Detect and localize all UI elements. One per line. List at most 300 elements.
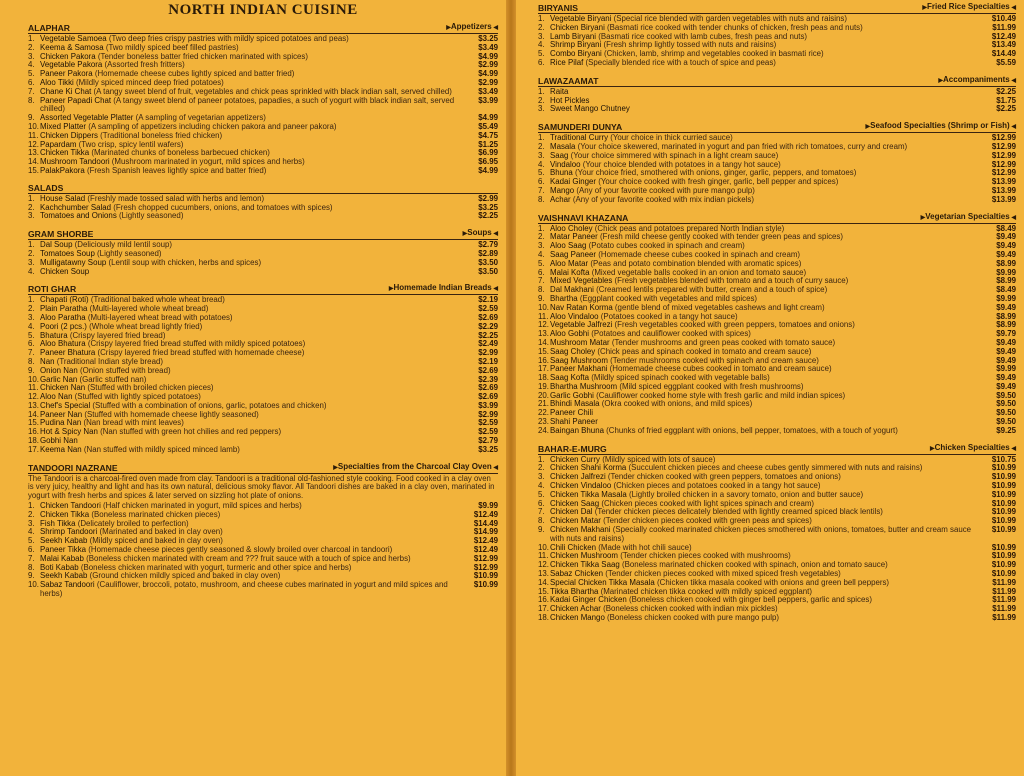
item-number: 6. xyxy=(538,177,545,187)
item-price: $3.49 xyxy=(478,86,498,96)
item-number: 9. xyxy=(28,113,35,123)
item-number: 6. xyxy=(538,267,545,277)
section-title: ROTI GHAR xyxy=(28,284,77,295)
section-title: SALADS xyxy=(28,182,64,193)
item-name: Saag Mushroom xyxy=(550,355,608,365)
item-description: (gentle blend of mixed vegetables cashews and light cream) xyxy=(614,302,825,312)
item-description: (Delicately broiled to perfection) xyxy=(77,518,189,528)
item-price: $13.99 xyxy=(991,194,1016,204)
item-price: $2.29 xyxy=(478,321,498,331)
item-number: 9. xyxy=(538,293,545,303)
item-name: Tikka Bhartha xyxy=(550,586,599,596)
item-name: Bhartha xyxy=(550,293,578,303)
item-price: $14.99 xyxy=(473,527,498,537)
item-description: (Deliciously mild lentil soup) xyxy=(74,240,173,250)
item-price: $9.49 xyxy=(996,355,1016,365)
item-number: 18. xyxy=(538,613,549,623)
section-header xyxy=(28,283,498,295)
item-name: Vegetable Pakora xyxy=(40,60,103,70)
item-description: (Chicken tikka masala cooked with onions and green bell peppers) xyxy=(657,577,890,587)
item-name: Aloo Paratha xyxy=(40,312,86,322)
item-number: 1. xyxy=(538,223,545,233)
item-name: Fish Tikka xyxy=(40,518,76,528)
item-price: $10.99 xyxy=(991,472,1016,482)
item-description: (Chick peas and spinach cooked in tomato and cream sauce) xyxy=(597,346,812,356)
item-description: (Onion stuffed with bread) xyxy=(79,365,171,375)
section-header xyxy=(28,183,498,194)
item-description: (Homemade cheese cubes cooked in spinach and cream) xyxy=(598,249,801,259)
item-price: $6.99 xyxy=(478,148,498,158)
item-description: (Multi-layered whole wheat bread) xyxy=(89,304,209,314)
item-price: $9.79 xyxy=(996,329,1016,339)
item-price: $8.99 xyxy=(996,320,1016,330)
item-name: Shrimp Tandoori xyxy=(40,527,98,537)
item-number: 2. xyxy=(538,141,545,151)
menu-section-breads xyxy=(28,283,498,454)
item-price: $5.59 xyxy=(996,57,1016,67)
item-name: Chicken Mango xyxy=(550,613,605,623)
item-number: 23. xyxy=(538,417,549,427)
item-description: (Crispy layered fried bread stuffed with mildly spiced potatoes) xyxy=(87,339,306,349)
right-page xyxy=(516,0,1024,776)
item-description: (Cauliflower cooked home style with fresh garlic and mild indian spices) xyxy=(596,390,846,400)
item-name: Poori (2 pcs.) xyxy=(40,321,87,331)
item-number: 9. xyxy=(28,365,35,375)
item-name: Rice Pilaf xyxy=(550,57,584,67)
item-name: Traditional Curry xyxy=(550,133,609,143)
item-price: $11.99 xyxy=(992,595,1016,605)
item-description: (Fresh chopped cucumbers, onions, and tomatoes with spices) xyxy=(113,202,333,212)
item-number: 9. xyxy=(28,571,35,581)
item-description: (Mildly spiced with lots of sauce) xyxy=(602,454,716,464)
item-body xyxy=(550,400,986,409)
item-name: Raita xyxy=(550,86,569,96)
menu-item xyxy=(538,409,1016,418)
menu-item xyxy=(28,428,498,437)
item-name: Hot & Spicy Nan xyxy=(40,427,98,437)
item-number: 10. xyxy=(28,580,39,590)
menu-item xyxy=(28,581,498,599)
item-body xyxy=(550,105,986,114)
item-price: $11.99 xyxy=(992,604,1016,614)
item-number: 3. xyxy=(538,241,545,251)
item-price: $10.99 xyxy=(991,551,1016,561)
item-price: $8.99 xyxy=(996,311,1016,321)
item-price: $2.99 xyxy=(478,193,498,203)
item-price: $10.99 xyxy=(991,569,1016,579)
item-body xyxy=(40,581,468,599)
item-body xyxy=(40,268,468,277)
menu-item xyxy=(538,614,1016,623)
item-name: Saag Paneer xyxy=(550,249,597,259)
item-number: 13. xyxy=(28,148,39,158)
item-number: 1. xyxy=(28,501,35,511)
menu-item xyxy=(28,212,498,221)
menu-section-alaphar xyxy=(28,22,498,176)
item-number: 1. xyxy=(538,86,545,96)
item-number: 3. xyxy=(28,312,35,322)
item-name: Aloo Saag xyxy=(550,241,587,251)
item-price: $11.99 xyxy=(992,22,1016,32)
item-price: $2.69 xyxy=(478,312,498,322)
item-body xyxy=(40,446,468,455)
item-name: Paneer Bhatura xyxy=(40,348,96,358)
item-name: Garlic Gobhi xyxy=(550,390,594,400)
item-name: Onion Nan xyxy=(40,365,78,375)
item-name: Baingan Bhuna xyxy=(550,425,604,435)
item-name: Lamb Biryani xyxy=(550,31,597,41)
item-description: (Your choice cooked with fresh ginger, garlic, bell pepper and spices) xyxy=(598,177,839,187)
item-number: 18. xyxy=(538,373,549,383)
item-name: Chicken Biryani xyxy=(550,22,605,32)
item-description: (Fresh vegetables blended with tomato and a touch of curry sauce) xyxy=(614,276,849,286)
item-number: 5. xyxy=(538,49,545,59)
item-description: (Mildly spiced spinach cooked with vegetable balls) xyxy=(591,373,770,383)
item-number: 1. xyxy=(28,240,35,250)
item-price: $8.99 xyxy=(996,276,1016,286)
item-number: 1. xyxy=(538,454,545,464)
item-description: (Stuffed with homemade cheese lightly seasoned) xyxy=(84,409,259,419)
item-name: Chili Chicken xyxy=(550,542,597,552)
item-name: Tomatoes and Onions xyxy=(40,211,117,221)
item-description: (Stuffed with lightly spiced potatoes) xyxy=(74,392,201,402)
item-number: 15. xyxy=(538,586,549,596)
section-subtitle: ▶ Soups ◀ xyxy=(463,228,498,239)
item-price: $9.49 xyxy=(996,249,1016,259)
item-number: 2. xyxy=(28,509,35,519)
item-name: Aloo Nan xyxy=(40,392,73,402)
item-price: $4.99 xyxy=(478,165,498,175)
item-description: (Homemade cheese cubes cooked in tomato and cream sauce) xyxy=(609,364,832,374)
item-price: $12.99 xyxy=(991,168,1016,178)
item-price: $6.95 xyxy=(478,157,498,167)
section-title: GRAM SHORBE xyxy=(28,229,94,240)
item-description: (Whole wheat bread lightly fried) xyxy=(89,321,203,331)
item-price: $4.99 xyxy=(478,113,498,123)
section-header xyxy=(538,443,1016,455)
menu-section-soups xyxy=(28,228,498,276)
item-name: Chicken Tikka Saag xyxy=(550,560,620,570)
item-name: Chicken Jalfrezi xyxy=(550,472,606,482)
item-number: 14. xyxy=(28,409,39,419)
item-number: 11. xyxy=(28,383,39,393)
item-description: (Tender boneless batter fried chicken marinated with spices) xyxy=(97,51,308,61)
item-description: (Any of your favorite cooked with mix indian pickels) xyxy=(572,194,754,204)
item-number: 2. xyxy=(28,248,35,258)
item-number: 8. xyxy=(538,194,545,204)
item-body xyxy=(550,196,986,205)
item-number: 6. xyxy=(538,498,545,508)
item-number: 2. xyxy=(28,42,35,52)
item-name: Dal Makhani xyxy=(550,285,594,295)
item-price: $9.99 xyxy=(996,267,1016,277)
item-number: 6. xyxy=(538,57,545,67)
item-description: (Ground chicken mildly spiced and baked in clay oven) xyxy=(89,571,281,581)
item-price: $12.49 xyxy=(473,509,498,519)
item-description: (Lightly seasoned) xyxy=(118,211,184,221)
item-description: (Chicken pieces and potatoes cooked in a tangy hot sauce) xyxy=(613,481,821,491)
section-title: BAHAR-E-MURG xyxy=(538,443,607,454)
item-number: 7. xyxy=(28,348,35,358)
item-price: $10.49 xyxy=(991,14,1016,23)
item-number: 4. xyxy=(28,321,35,331)
item-name: Sweet Mango Chutney xyxy=(550,104,630,114)
item-description: (Lightly seasoned) xyxy=(97,248,162,258)
item-number: 17. xyxy=(28,444,39,454)
item-description: (Half chicken marinated in yogurt, mild spices and herbs) xyxy=(103,501,302,511)
item-number: 3. xyxy=(28,257,35,267)
item-name: Aloo Bhatura xyxy=(40,339,86,349)
item-price: $9.49 xyxy=(996,241,1016,251)
item-number: 3. xyxy=(538,31,545,41)
item-name: Chicken Shahi Korma xyxy=(550,463,627,473)
item-price: $10.99 xyxy=(473,580,498,590)
item-description: (Crispy layered fried bread stuffed with homemade cheese) xyxy=(97,348,305,358)
item-price: $9.99 xyxy=(478,501,498,511)
item-description: (Two crisp, spicy lentil wafers) xyxy=(78,139,184,149)
item-description: (Tender chicken pieces cooked with mixed spiced fresh vegetables) xyxy=(605,569,841,579)
item-description: (Boneless chicken cooked with indian mix pickles) xyxy=(603,604,778,614)
item-name: Seekh Kabab xyxy=(40,571,88,581)
item-name: Achar xyxy=(550,194,571,204)
item-name: Chicken Mushroom xyxy=(550,551,618,561)
item-name: Hot Pickles xyxy=(550,95,590,105)
section-header xyxy=(28,462,498,474)
section-subtitle: ▶ Specialties from the Charcoal Clay Oven ◀ xyxy=(333,462,498,473)
item-description: (Fresh Spanish leaves lightly spice and batter fried) xyxy=(86,165,267,175)
item-number: 16. xyxy=(538,355,549,365)
item-price: $2.59 xyxy=(478,427,498,437)
section-title: ALAPHAR xyxy=(28,23,71,33)
item-name: Garlic Nan xyxy=(40,374,78,384)
item-name: Assorted Vegetable Platter xyxy=(40,113,134,123)
item-price: $1.75 xyxy=(996,95,1016,105)
item-name: Masala xyxy=(550,141,576,151)
item-number: 13. xyxy=(538,569,549,579)
menu-section-accomp xyxy=(538,75,1016,114)
item-description: (Succulent chicken pieces and cheese cubes gently simmered with nuts and raisins) xyxy=(628,463,923,473)
item-description: (Traditional baked whole wheat bread) xyxy=(90,295,225,305)
item-number: 20. xyxy=(538,390,549,400)
item-name: Sabaz Tandoori xyxy=(40,580,95,590)
item-name: Aloo Vindaloo xyxy=(550,311,599,321)
item-price: $5.49 xyxy=(478,121,498,131)
item-price: $10.99 xyxy=(991,560,1016,570)
section-header xyxy=(538,2,1016,14)
menu-fold xyxy=(506,0,516,776)
item-price: $9.49 xyxy=(996,302,1016,312)
item-name: Special Chicken Tikka Masala xyxy=(550,577,655,587)
item-number: 17. xyxy=(538,604,549,614)
menu-item xyxy=(538,400,1016,409)
item-description: (Lightly broiled chicken in a savory tomato, onion and butter sauce) xyxy=(628,489,864,499)
item-name: Chicken Makhani xyxy=(550,525,611,535)
item-name: Chicken Tikka xyxy=(40,148,90,158)
item-name: Malai Kabab xyxy=(40,553,84,563)
item-description: (Boneless marinated chicken cooked with spinach, onion and tomato sauce) xyxy=(621,560,888,570)
item-number: 6. xyxy=(28,545,35,555)
item-price: $2.99 xyxy=(478,409,498,419)
item-price: $2.99 xyxy=(478,60,498,70)
item-body xyxy=(40,428,468,437)
section-subtitle: ▶ Homemade Indian Breads ◀ xyxy=(389,283,498,294)
item-price: $12.99 xyxy=(991,150,1016,160)
item-body xyxy=(40,97,468,115)
item-name: Vegetable Samoea xyxy=(40,34,107,43)
item-number: 15. xyxy=(538,346,549,356)
item-description: (Tender mushrooms and green peas cooked with tomato sauce) xyxy=(611,337,836,347)
item-price: $2.59 xyxy=(478,304,498,314)
item-number: 13. xyxy=(28,400,39,410)
item-body xyxy=(40,167,468,176)
item-price: $13.49 xyxy=(991,40,1016,50)
item-price: $9.49 xyxy=(996,373,1016,383)
menu-section-salads xyxy=(28,183,498,221)
item-name: PalakPakora xyxy=(40,165,85,175)
item-body xyxy=(550,614,986,623)
item-description: (Special rice blended with garden vegetables with nuts and raisins) xyxy=(613,14,847,23)
item-name: Tomatoes Soup xyxy=(40,248,95,258)
item-description: (Any of your favorite cooked with pure mango pulp) xyxy=(576,185,755,195)
item-number: 12. xyxy=(538,320,549,330)
item-price: $2.19 xyxy=(478,295,498,305)
item-number: 24. xyxy=(538,425,549,435)
item-number: 3. xyxy=(538,472,545,482)
item-description: (Your choice fried, smothered with onions, ginger, garlic, peppers, and tomatoes) xyxy=(575,168,857,178)
item-price: $2.69 xyxy=(478,392,498,402)
item-name: Chicken Nan xyxy=(40,383,86,393)
item-number: 2. xyxy=(28,202,35,212)
item-description: (Marinated chicken tikka cooked with mildly spiced eggplant) xyxy=(600,586,812,596)
menu-item xyxy=(538,59,1016,68)
item-name: Vindaloo xyxy=(550,159,581,169)
menu-section-veg xyxy=(538,212,1016,436)
section-header xyxy=(28,228,498,240)
item-price: $9.50 xyxy=(996,408,1016,418)
menu-item xyxy=(538,196,1016,205)
section-subtitle: ▶ Vegetarian Specialties ◀ xyxy=(921,212,1016,223)
item-price: $2.25 xyxy=(478,211,498,221)
item-name: Mixed Vegetables xyxy=(550,276,613,286)
item-price: $9.50 xyxy=(996,399,1016,409)
item-number: 7. xyxy=(538,507,545,517)
item-number: 4. xyxy=(28,527,35,537)
item-name: Bhartha Mushroom xyxy=(550,381,618,391)
item-name: Dal Soup xyxy=(40,240,73,250)
item-name: Shahi Paneer xyxy=(550,417,598,427)
item-name: Aloo Matar xyxy=(550,258,589,268)
item-number: 3. xyxy=(538,150,545,160)
item-number: 3. xyxy=(28,211,35,221)
item-price: $2.49 xyxy=(478,339,498,349)
item-price: $9.50 xyxy=(996,390,1016,400)
item-description: (Marinated and baked in clay oven) xyxy=(99,527,223,537)
item-description: (Crispy layered fried bread) xyxy=(69,330,166,340)
menu-section-chicken xyxy=(538,443,1016,623)
item-number: 7. xyxy=(28,553,35,563)
item-number: 5. xyxy=(28,330,35,340)
section-intro: The Tandoori is a charcoal-fired oven made from clay. Tandoori is a traditional old-fashioned style cooking. Food cooked in a clay oven is very juicy, healthy and light and has its own natural, delicious smoky flavor. All Tandoori dishes are baked in a clay oven, marinated in yogurt with fresh herbs and spices & later served on sizzling hot plate of onions. xyxy=(28,473,495,501)
item-number: 5. xyxy=(538,258,545,268)
item-name: Malai Kofta xyxy=(550,267,590,277)
item-price: $2.25 xyxy=(478,330,498,340)
item-description: (Mixed vegetable balls cooked in an onion and tomato sauce) xyxy=(591,267,807,277)
item-number: 5. xyxy=(538,489,545,499)
item-name: Bhindi Masala xyxy=(550,399,600,409)
item-name: Mulligatawny Soup xyxy=(40,257,107,267)
item-description: (Mushroom marinated in yogurt, mild spices and herbs) xyxy=(111,157,305,167)
item-description: (Nan stuffed with green hot chilies and red peppers) xyxy=(100,427,282,437)
item-name: Kadai Ginger xyxy=(550,177,597,187)
item-price: $14.49 xyxy=(991,49,1016,59)
item-price: $12.49 xyxy=(991,31,1016,41)
item-name: Kachchumber Salad xyxy=(40,202,112,212)
menu-item xyxy=(538,427,1016,436)
item-description: (Multi-layered wheat bread with potatoes) xyxy=(87,312,233,322)
section-title: BIRYANIS xyxy=(538,3,578,13)
left-column xyxy=(28,22,498,599)
item-price: $3.99 xyxy=(478,400,498,410)
item-body xyxy=(550,409,986,418)
item-number: 8. xyxy=(28,562,35,572)
item-body xyxy=(550,59,986,68)
item-description: (Homemade cheese cubes lightly spiced and batter fried) xyxy=(94,69,295,79)
item-price: $1.25 xyxy=(478,139,498,149)
menu-item xyxy=(28,97,498,115)
item-name: House Salad xyxy=(40,193,86,203)
item-number: 1. xyxy=(28,34,35,43)
item-number: 3. xyxy=(28,51,35,61)
item-description: (Tender chicken pieces cooked with mushrooms) xyxy=(620,551,791,561)
item-name: Chane Ki Chat xyxy=(40,86,92,96)
item-number: 6. xyxy=(28,339,35,349)
item-body xyxy=(40,212,468,221)
item-body xyxy=(550,88,986,97)
item-number: 1. xyxy=(538,133,545,143)
item-price: $2.79 xyxy=(478,240,498,250)
item-price: $9.49 xyxy=(996,232,1016,242)
item-name: Chicken Dal xyxy=(550,507,593,517)
item-description: (Creamed lentils prepared with butter, cream and a touch of spice) xyxy=(596,285,828,295)
item-name: Saag Kofta xyxy=(550,373,590,383)
item-number: 2. xyxy=(538,95,545,105)
item-price: $3.25 xyxy=(478,202,498,212)
item-number: 8. xyxy=(28,95,35,105)
item-description: (Traditional boneless fried chicken) xyxy=(100,130,223,140)
item-price: $9.49 xyxy=(996,337,1016,347)
item-name: Bhuna xyxy=(550,168,573,178)
section-title: LAWAZAAMAT xyxy=(538,75,599,86)
item-price: $10.99 xyxy=(991,489,1016,499)
item-price: $3.49 xyxy=(478,42,498,52)
item-description: (A sampling of vegetarian appetizers) xyxy=(135,113,266,123)
item-name: Chicken Tikka Masala xyxy=(550,489,627,499)
item-name: Aloo Choley xyxy=(550,223,593,233)
item-description: (Boneless chicken cooked with pure mango pulp) xyxy=(607,613,779,623)
item-number: 2. xyxy=(538,463,545,473)
item-name: Chicken Soup xyxy=(40,266,90,276)
section-subtitle: ▶ Chicken Specialties ◀ xyxy=(930,443,1016,454)
item-number: 4. xyxy=(28,60,35,70)
item-description: (Freshly made tossed salad with herbs and lemon) xyxy=(87,193,265,203)
item-number: 1. xyxy=(28,295,35,305)
item-price: $8.49 xyxy=(996,223,1016,233)
item-number: 1. xyxy=(28,193,35,203)
item-number: 4. xyxy=(28,266,35,276)
item-price: $2.39 xyxy=(478,374,498,384)
item-number: 13. xyxy=(538,329,549,339)
item-price: $9.99 xyxy=(996,364,1016,374)
